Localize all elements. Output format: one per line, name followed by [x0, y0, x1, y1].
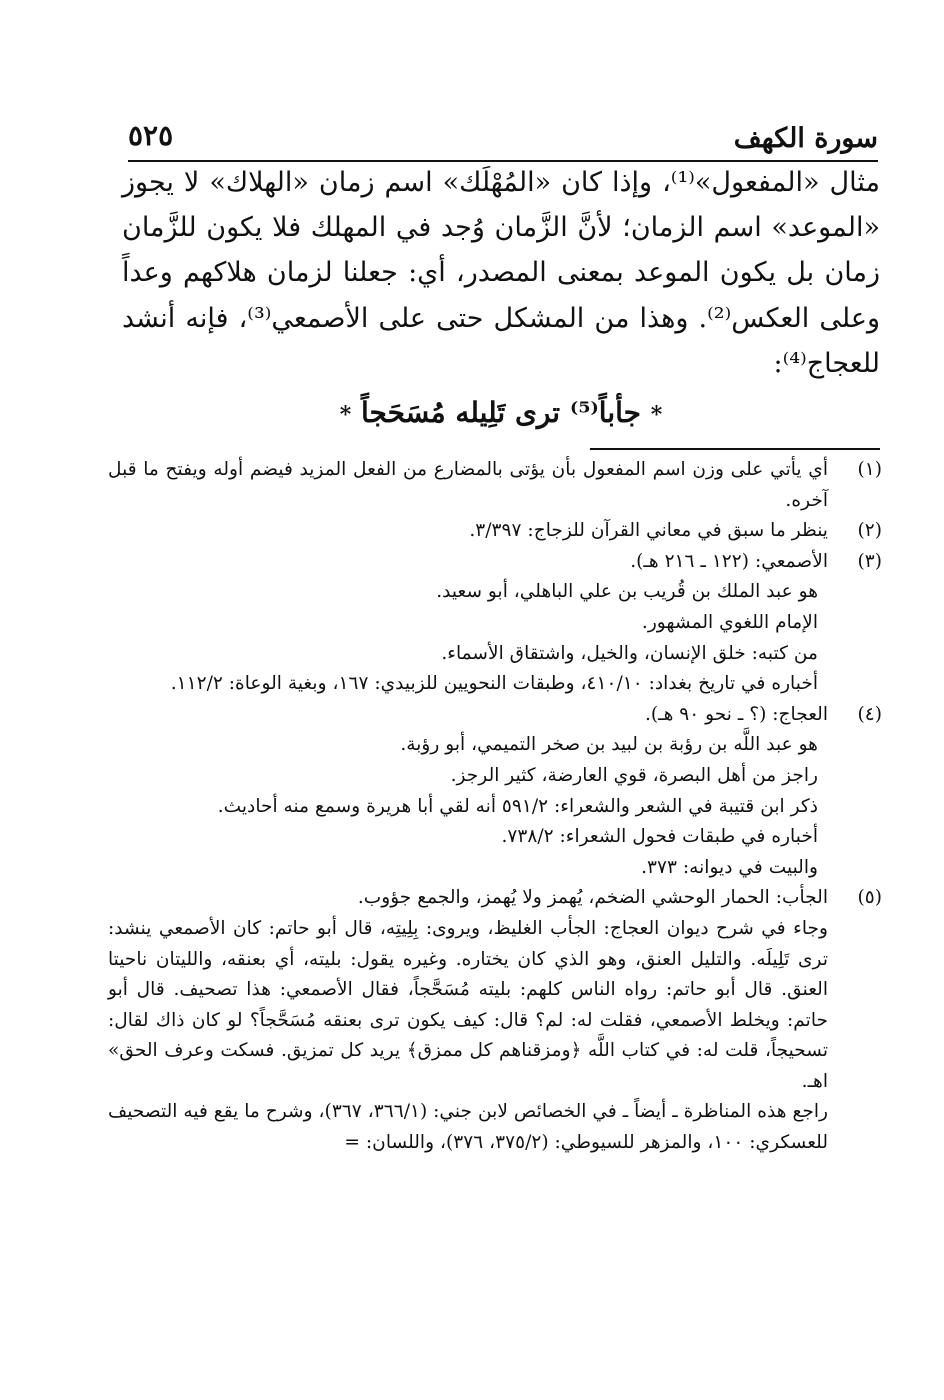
footnote-line: من كتبه: خلق الإنسان، والخيل، واشتقاق الأسماء.	[441, 642, 818, 664]
running-header	[128, 112, 878, 162]
footnote-body	[108, 547, 828, 700]
footnote-number: (٢)	[857, 520, 882, 542]
footnote-line: راجع هذه المناظرة ـ أيضاً ـ في الخصائص لابن جني: (٣٦٦/١، ٣٦٧)، وشرح ما يقع فيه التصحيف للعسكري: ١٠٠، والمزهر للسيوطي: (٣٧٥/٢، ٣٧٦)، واللسان: =	[108, 1101, 828, 1154]
footnote-line: راجز من أهل البصرة، قوي العارضة، كثير الرجز.	[450, 764, 818, 786]
footnote-body	[108, 516, 828, 547]
poetry-verse	[122, 390, 880, 438]
footnote-line: العجاج: (؟ ـ نحو ٩٠ هـ).	[644, 703, 828, 725]
footnote-body	[108, 883, 828, 1158]
footnote-3	[108, 547, 882, 700]
footnote-line: أخباره في طبقات فحول الشعراء: ٧٣٨/٢.	[501, 826, 818, 848]
verse-text: جأباً⁽⁵⁾ ترى تَلِيله مُسَحَجاً	[361, 396, 641, 429]
footnote-line: والبيت في ديوانه: ٣٧٣.	[641, 856, 818, 878]
footnote-line: أخباره في تاريخ بغداد: ٤١٠/١٠، وطبقات النحويين للزبيدي: ١٦٧، وبغية الوعاة: ١١٢/٢.	[170, 673, 818, 695]
footnote-2	[108, 516, 882, 547]
main-text	[122, 160, 880, 386]
footnote-4	[108, 700, 882, 884]
footnote-line: الأصمعي: (١٢٢ ـ ٢١٦ هـ).	[630, 550, 828, 572]
footnote-number: (١)	[857, 459, 882, 480]
footnote-number: (٣)	[857, 550, 882, 572]
footnote-line: ذكر ابن قتيبة في الشعر والشعراء: ٥٩١/٢ أنه لقي أبا هريرة وسمع منه أحاديث.	[217, 795, 818, 817]
footnote-body	[108, 455, 828, 516]
page-number: ٥٢٥	[128, 119, 174, 152]
footnote-number: (٤)	[857, 703, 882, 725]
footnote-number: (٥)	[857, 887, 882, 909]
footnote-line: أي يأتي على وزن اسم المفعول بأن يؤتى بالمضارع من الفعل المزيد فيضم أوله ويفتح ما قبل آخره.	[108, 459, 828, 511]
footnote-line: هو عبد الملك بن قُريب بن علي الباهلي، أبو سعيد.	[436, 581, 818, 603]
footnote-line: الجأب: الحمار الوحشي الضخم، يُهمز ولا يُهمز، والجمع جؤوب.	[357, 887, 828, 909]
footnote-line: هو عبد اللَّه بن رؤبة بن لبيد بن صخر التميمي، أبو رؤبة.	[400, 734, 818, 756]
footnote-separator	[590, 448, 880, 450]
verse-star-left: *	[339, 402, 352, 428]
footnote-5	[108, 883, 882, 1158]
footnotes	[108, 455, 882, 1159]
main-paragraph: مثال «المفعول»⁽¹⁾، وإذا كان «المُهْلَك» اسم زمان «الهلاك» لا يجوز «الموعد» اسم الزمان؛ لأنَّ الزَّمان وُجد في المهلك فلا يكون للزَّمان زمان بل يكون الموعد بمعنى المصدر، أي: جعلنا لزمان هلاكهم وعداً وعلى العكس⁽²⁾. وهذا من المشكل حتى على الأصمعي⁽³⁾، فإنه أنشد للعجاج⁽⁴⁾:	[122, 167, 880, 379]
verse-star-right: *	[650, 402, 663, 428]
footnote-line: الإمام اللغوي المشهور.	[641, 611, 818, 633]
footnote-1	[108, 455, 882, 516]
footnote-line: ينظر ما سبق في معاني القرآن للزجاج: ٣/٣٩٧.	[469, 520, 828, 542]
footnote-body	[108, 700, 828, 884]
chapter-title: سورة الكهف	[733, 123, 878, 154]
footnote-line: وجاء في شرح ديوان العجاج: الجأب الغليظ، ويروى: بِلِيتِه، قال أبو حاتم: كان الأصمعي ينشد: ترى تَلِيلَه. والتليل العنق، وهو الذي كان يختاره. وغيره يقول: بليته، أي بعنقه، والليتان ناحيتا العنق. قال أبو حاتم: رواه الناس كلهم: بليته مُسَحَّجاً، فقال الأصمعي: هذا تصحيف. قال أبو حاتم: ويخلط الأصمعي، فقلت له: لم؟ قال: كيف يكون ترى بعنقه مُسَحَّجاً؟ لو كان ذاك لقال: تسحيجاً، قلت له: في كتاب اللَّه ﴿ومزقناهم كل ممزق﴾ يريد كل تمزيق. فسكت وعرف الحق» اهـ.	[108, 917, 828, 1092]
